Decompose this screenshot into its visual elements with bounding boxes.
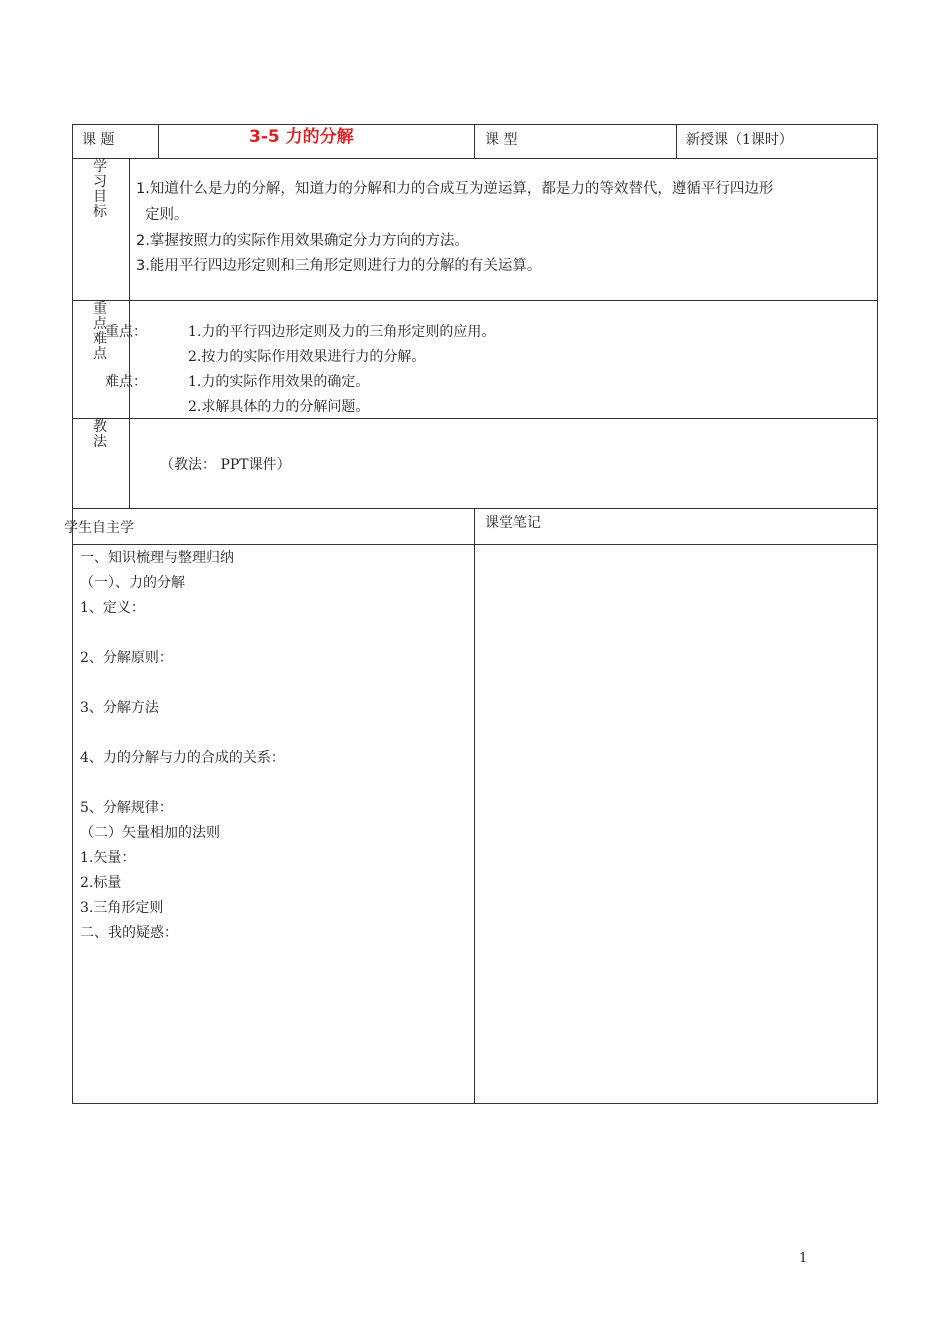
study-item: 2.标量 bbox=[80, 875, 122, 891]
study-item: 3.三角形定则 bbox=[80, 900, 164, 916]
study-item: 1、定义： bbox=[80, 600, 145, 616]
study-item: 1.矢量： bbox=[80, 850, 136, 866]
col-divider bbox=[474, 124, 475, 158]
topic-label: 课 题 bbox=[82, 132, 115, 148]
goal-3: 3.能用平行四边形定则和三角形定则进行力的分解的有关运算。 bbox=[136, 258, 542, 274]
study-item: 3、分解方法 bbox=[80, 700, 159, 716]
col-divider bbox=[158, 124, 159, 158]
col-divider bbox=[676, 124, 677, 158]
key-point-2: 2.按力的实际作用效果进行力的分解。 bbox=[188, 349, 426, 365]
hard-point-2: 2.求解具体的力的分解问题。 bbox=[188, 399, 370, 415]
type-value: 新授课（1课时） bbox=[686, 132, 793, 148]
class-notes-header: 课堂笔记 bbox=[485, 515, 541, 531]
type-label: 课 型 bbox=[485, 132, 518, 148]
study-item: 5、分解规律： bbox=[80, 800, 173, 816]
goals-label: 学习目标 bbox=[93, 159, 107, 220]
table-left-border bbox=[72, 124, 73, 1104]
table-bottom-border bbox=[72, 1103, 878, 1104]
row-divider bbox=[72, 300, 878, 301]
study-col-divider bbox=[474, 508, 475, 1104]
table-top-border bbox=[72, 124, 878, 125]
study-item: （二）矢量相加的法则 bbox=[80, 825, 220, 841]
study-item: 二、我的疑惑： bbox=[80, 925, 178, 941]
key-tag: 重点： bbox=[105, 324, 147, 340]
row-divider bbox=[72, 508, 878, 509]
hard-point-1: 1.力的实际作用效果的确定。 bbox=[188, 374, 370, 390]
self-study-header: 学生自主学 bbox=[64, 520, 134, 536]
study-item: 4、力的分解与力的合成的关系： bbox=[80, 750, 285, 766]
row-divider bbox=[72, 158, 878, 159]
key-point-1: 1.力的平行四边形定则及力的三角形定则的应用。 bbox=[188, 324, 496, 340]
study-item: 2、分解原则： bbox=[80, 650, 173, 666]
method-value: （教法： PPT课件） bbox=[160, 457, 291, 473]
goal-1: 1.知道什么是力的分解，知道力的分解和力的合成互为逆运算，都是力的等效替代，遵循平行四边形 bbox=[136, 181, 774, 197]
page-number: 1 bbox=[799, 1251, 808, 1266]
goal-2: 2.掌握按照力的实际作用效果确定分力方向的方法。 bbox=[136, 233, 469, 249]
study-item: （一）、力的分解 bbox=[80, 575, 185, 591]
hard-tag: 难点： bbox=[105, 374, 147, 390]
lesson-title: 3-5 力的分解 bbox=[249, 127, 354, 147]
table-right-border bbox=[877, 124, 878, 1104]
study-item: 一、知识梳理与整理归纳 bbox=[80, 550, 234, 566]
method-label: 教法 bbox=[93, 419, 107, 450]
row-divider bbox=[72, 418, 878, 419]
row-divider bbox=[72, 544, 878, 545]
goal-1-cont: 定则。 bbox=[145, 207, 189, 223]
keypoints-label: 重点难点 bbox=[93, 301, 107, 362]
